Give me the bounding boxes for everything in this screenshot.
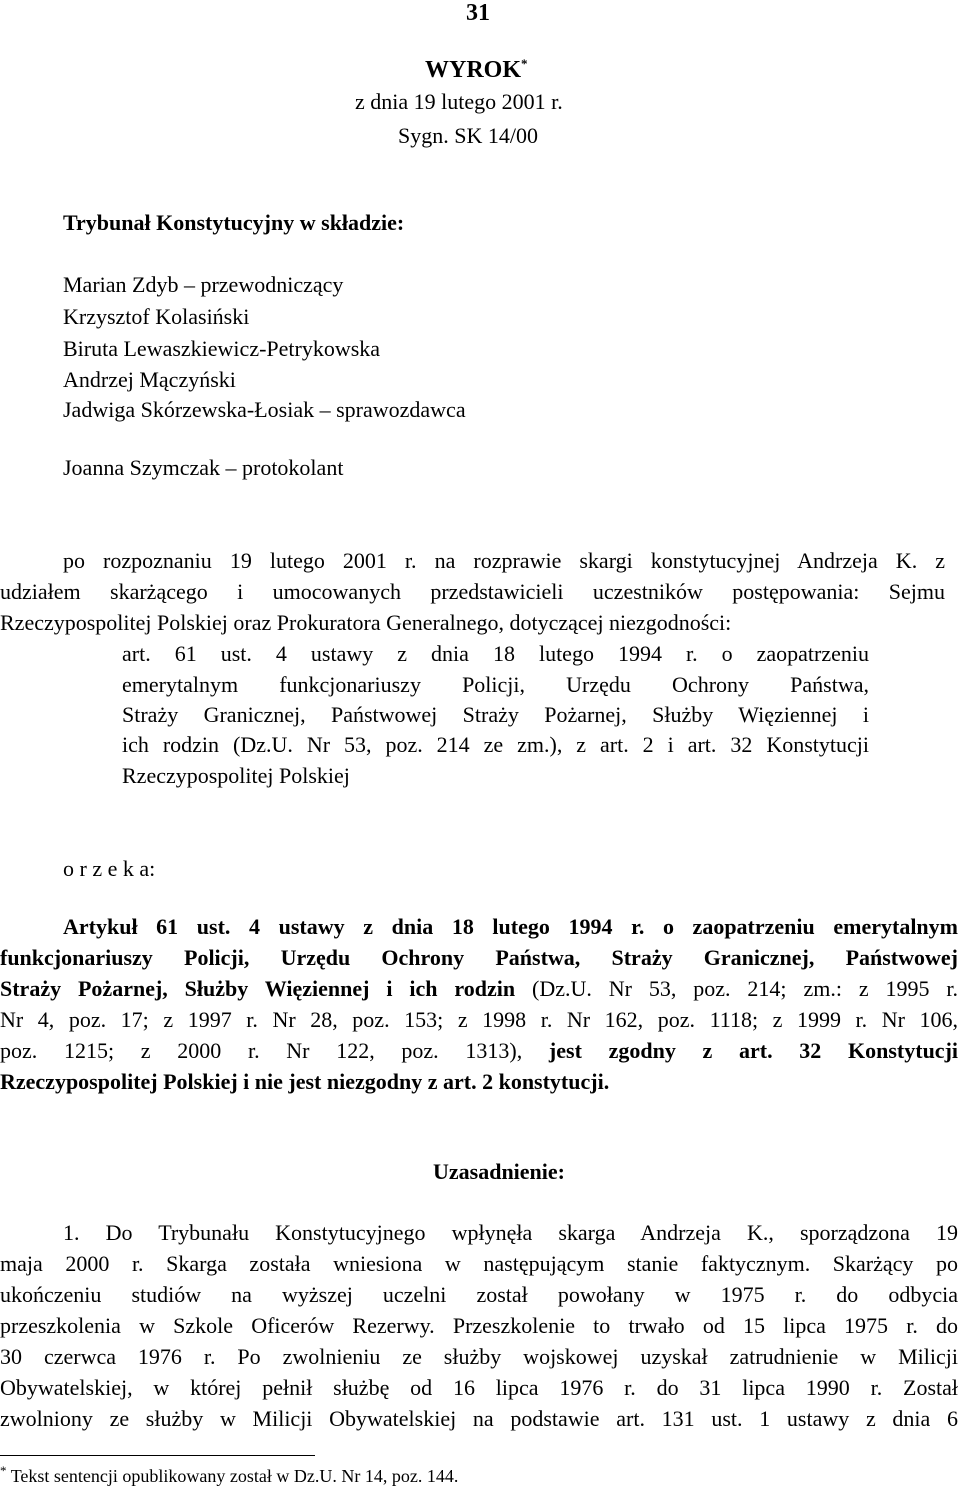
footnote-mark: * <box>0 1463 7 1478</box>
panel-clerk: Joanna Szymczak – protokolant <box>63 455 344 480</box>
ruling-line <box>0 1038 958 1064</box>
justification-line: 1. Do Trybunału Konstytucyjnego wpłynęła skarga Andrzeja K., sporządzona 19 <box>63 1220 958 1245</box>
ruling-bold-text: Straży Pożarnej, Służby Więziennej i ich rodzin <box>0 976 516 1001</box>
challenged-provision-line: Rzeczypospolitej Polskiej <box>122 763 350 788</box>
ruling-line: Nr 4, poz. 17; z 1997 r. Nr 28, poz. 153; z 1998 r. Nr 162, poz. 1118; z 1999 r. Nr 106, <box>0 1007 958 1032</box>
panel-member: Krzysztof Kolasiński <box>63 304 250 329</box>
ruling-heading: o r z e k a: <box>63 856 156 881</box>
intro-line: po rozpoznaniu 19 lutego 2001 r. na rozprawie skargi konstytucyjnej Andrzeja K. z <box>63 548 945 573</box>
challenged-provision-line: Straży Granicznej, Państwowej Straży Pożarnej, Służby Więziennej i <box>122 702 869 727</box>
justification-line: ukończeniu studiów na wyższej uczelni został powołany w 1975 r. do odbycia <box>0 1282 958 1307</box>
ruling-bold-text: jest zgodny z art. 32 Konstytucji <box>548 1038 959 1063</box>
panel-member: Jadwiga Skórzewska-Łosiak – sprawozdawca <box>63 397 466 422</box>
footnote-divider <box>0 1455 315 1456</box>
challenged-provision-line: ich rodzin (Dz.U. Nr 53, poz. 214 ze zm.), z art. 2 i art. 32 Konstytucji <box>122 732 869 757</box>
justification-line: zwolniony ze służby w Milicji Obywatelskiej na podstawie art. 131 ust. 1 ustawy z dnia 6 <box>0 1406 958 1431</box>
panel-member: Biruta Lewaszkiewicz-Petrykowska <box>63 336 381 361</box>
justification-line: Obywatelskiej, w której pełnił służbę od 16 lipca 1976 r. do 31 lipca 1990 r. Został <box>0 1375 958 1400</box>
intro-line: Rzeczypospolitej Polskiej oraz Prokuratora Generalnego, dotyczącej niezgodności: <box>0 610 732 635</box>
panel-member: Marian Zdyb – przewodniczący <box>63 272 344 297</box>
intro-line: udziałem skarżącego i umocowanych przedstawicieli uczestników postępowania: Sejmu <box>0 579 945 604</box>
footnote-text: Tekst sentencji opublikowany został w Dz.U. Nr 14, poz. 144. <box>10 1466 459 1486</box>
document-date: z dnia 19 lutego 2001 r. <box>355 89 563 114</box>
footnote <box>0 1463 459 1487</box>
challenged-provision-line: art. 61 ust. 4 ustawy z dnia 18 lutego 1994 r. o zaopatrzeniu <box>122 641 869 666</box>
ruling-line <box>0 976 958 1002</box>
justification-heading: Uzasadnienie: <box>433 1159 565 1184</box>
case-signature: Sygn. SK 14/00 <box>398 123 538 148</box>
title-footnote-mark: * <box>521 56 528 71</box>
justification-line: 30 czerwca 1976 r. Po zwolnieniu ze służby wojskowej uzyskał zatrudnienie w Milicji <box>0 1344 958 1369</box>
justification-line: przeszkolenia w Szkole Oficerów Rezerwy. Przeszkolenie to trwało od 15 lipca 1975 r. do <box>0 1313 958 1338</box>
document-title <box>425 57 528 84</box>
challenged-provision-line: emerytalnym funkcjonariuszy Policji, Urzędu Ochrony Państwa, <box>122 672 869 697</box>
ruling-plain-text: poz. 1215; z 2000 r. Nr 122, poz. 1313), <box>0 1038 523 1063</box>
panel-heading: Trybunał Konstytucyjny w składzie: <box>63 210 405 235</box>
ruling-line: Rzeczypospolitej Polskiej i nie jest niezgodny z art. 2 konstytucji. <box>0 1069 610 1094</box>
ruling-line: Artykuł 61 ust. 4 ustawy z dnia 18 lutego 1994 r. o zaopatrzeniu emerytalnym <box>63 914 958 939</box>
panel-member: Andrzej Mączyński <box>63 367 236 392</box>
page-number: 31 <box>466 0 490 26</box>
ruling-line: funkcjonariuszy Policji, Urzędu Ochrony Państwa, Straży Granicznej, Państwowej <box>0 945 958 970</box>
title-text: WYROK <box>425 57 521 83</box>
ruling-plain-text: (Dz.U. Nr 53, poz. 214; zm.: z 1995 r. <box>515 976 958 1001</box>
justification-line: maja 2000 r. Skarga została wniesiona w następującym stanie faktycznym. Skarżący po <box>0 1251 958 1276</box>
